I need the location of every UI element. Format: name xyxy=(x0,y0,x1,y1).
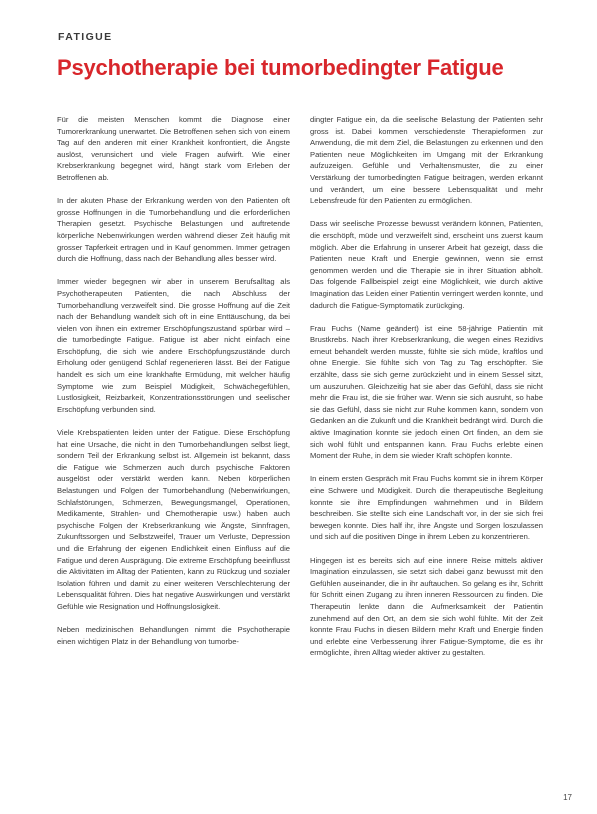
paragraph: Hingegen ist es bereits sich auf eine innere Reise mittels aktiver Imagination einzulassen, sie setzt sich dabei ganz bewusst mit den Gefühlen auseinander, die in ihr auftauchen. So gelang es ihr, Schritt für Schritt einen Zugang zu ihren inneren Ressourcen zu finden. Die Therapeutin lenkte dann die Aufmerksamkeit der Patientin zunehmend auf den Ort, an dem sie sich wohl fühlte. Mit der Zeit konnte Frau Fuchs in diesen Bildern mehr Kraft und Energie finden und erlebte eine Verbesserung ihrer Fatigue-Symptome, die es ihr ermöglichte, ihren Alltag wieder aktiver zu gestalten. xyxy=(310,555,543,658)
paragraph: Für die meisten Menschen kommt die Diagnose einer Tumorerkrankung unerwartet. Die Betroffenen sehen sich von einem Tag auf den anderen mit einer Krankheit konfrontiert, die Ängste auslöst, verunsichert und viele Fragen aufwirft. Wie einer Krebserkrankung begegnet wird, hängt stark vom Erleben der Betroffenen ab. xyxy=(57,115,290,182)
paragraph: Dass wir seelische Prozesse bewusst verändern können, Patienten, die erschöpft, müde und verzweifelt sind, erscheint uns zuerst kaum möglich. Aber die Erfahrung in unserer Arbeit hat gezeigt, dass die Patienten neue Kraft und Energie gewinnen, wenn sie ernst genommen werden und die Therapie sie in ihrer Situation abholt. Das folgende Fallbeispiel zeigt eine Möglichkeit, wie durch aktive Imagination das Leiden einer Patientin verringert werden konnte, und dadurch die Fatigue-Symptomatik zurückging. xyxy=(310,219,543,310)
paragraph: In einem ersten Gespräch mit Frau Fuchs kommt sie in ihrem Körper eine Schwere und Müdigkeit. Durch die therapeutische Begleitung konnte sie ihre Empfindungen wahrnehmen und in Bildern beschreiben. Sie stellte sich eine Landschaft vor, in der sie sich frei bewegen konnte. Dies half ihr, ihre Ängste und Sorgen loszulassen und sich auf die positiven Dinge in ihrem Leben zu konzentrieren. xyxy=(310,474,543,542)
section-label: FATIGUE xyxy=(58,31,113,43)
paragraph: dingter Fatigue ein, da die seelische Belastung der Patienten sehr gross ist. Dabei kommen verschiedenste Therapieformen zur Anwendung, die mit dem Ziel, die Belastungen zu erkennen und den Patienten neue Möglichkeiten im Umgang mit der Erkrankung aufzuzeigen. Gefühle und Verhaltensmuster, die zu einer Verstärkung der tumorbedingten Fatigue beitragen, werden erkannt und verändert, um eine bessere Lebensqualität und mehr Lebensfreude für den Patienten zu ermöglichen. xyxy=(310,115,543,206)
right-column xyxy=(310,114,543,671)
paragraph: Frau Fuchs (Name geändert) ist eine 58-jährige Patientin mit Brustkrebs. Nach ihrer Krebserkrankung, die wegen eines Rezidivs erneut behandelt werden musste, fühlte sie sich müde, kraftlos und ohne Energie. Sie fühlte sich von Tag zu Tag erschöpfter. Sie erzählte, dass sie sich gerne zurückzieht und in einem Sessel sitzt, um auszuruhen. Gleichzeitig hat sie aber das Gefühl, dass sie nicht mehr die Frau ist, die sie früher war. Wenn sie sich ausruht, so habe sie das Gefühl, dass sie nicht zur Ruhe kommen kann, sondern von Gedanken an die Zukunft und die Krankheit bedrängt wird. Durch die aktive Imagination konnte sie jedoch einen Ort finden, an dem sie sich wohl fühlt und entspannen kann. Frau Fuchs erlebte einen Moment der Ruhe, in dem sie wieder Kraft schöpfen konnte. xyxy=(310,323,543,461)
paragraph: In der akuten Phase der Erkrankung werden von den Patienten oft grosse Hoffnungen in die Tumorbehandlung und die erforderlichen Therapien gesetzt. Psychische Belastungen und auftretende körperliche Nebenwirkungen werden während dieser Zeit häufig mit grosser Tapferkeit ertragen und in Kauf genommen. Immer getragen durch die Hoffnung, dass nach der Behandlung alles besser wird. xyxy=(57,196,290,264)
page-number: 17 xyxy=(563,793,572,802)
paragraph: Neben medizinischen Behandlungen nimmt die Psychotherapie einen wichtigen Platz in der Behandlung von tumorbe- xyxy=(57,625,290,646)
paragraph: Viele Krebspatienten leiden unter der Fatigue. Diese Erschöpfung hat eine Ursache, die nicht in den Tumorbehandlungen selbst liegt, sondern Teil der Erkrankung selbst ist. Allgemein ist bekannt, dass die Fatigue wie Schmerzen auch durch psychische Faktoren ausgelöst oder verstärkt werden kann. Neben körperlichen Belastungen und Folgen der Tumorbehandlung (Nebenwirkungen, Schlafstörungen, Schmerzen, Bewegungsmangel, Operationen, Medikamente, Strahlen- und Chemotherapie usw.) haben auch psychische Folgen der Krebserkrankung wie Ängste, Sinnfragen, Zukunftssorgen und Selbstzweifel, Trauer um Verluste, Depression und die Erfahrung der eigenen Endlichkeit einen Einfluss auf die Fatigue und deren Ausprägung. Die extreme Erschöpfung beeinflusst die Aktivitäten im Alltag der Patienten, kann zu Rückzug und sozialer Isolation führen und damit zu einer weiteren Verschlechterung der Lebensqualität führen. Dies hat negative Auswirkungen und verstärkt Gefühle wie Resignation und Hoffnungslosigkeit. xyxy=(57,428,290,611)
article-title: Psychotherapie bei tumorbedingter Fatigue xyxy=(57,55,504,80)
left-column xyxy=(57,114,290,659)
paragraph: Immer wieder begegnen wir aber in unserem Berufsalltag als Psychotherapeuten Patienten, die nach Abschluss der Tumorbehandlung verzweifelt sind. Die grosse Hoffnung auf die Zeit nach der Behandlung wandelt sich oft in eine Enttäuschung, da bei vielen von ihnen ein extremer Erschöpfungszustand spürbar wird – die tumorbedingte Fatigue. Fatigue ist aber nicht einfach eine Erschöpfung, die sich wie andere Erschöpfungszustände durch Erholung oder genügend Schlaf regenerieren lässt. Bei der Fatigue handelt es sich um eine krankhafte Ermüdung, mit welcher häufig Symptome wie zum Beispiel Müdigkeit, Schwächegefühlen, Lustlosigkeit, Reizbarkeit, Konzentrationsstörungen und seelischer Erschöpfung verbunden sind. xyxy=(57,277,290,414)
